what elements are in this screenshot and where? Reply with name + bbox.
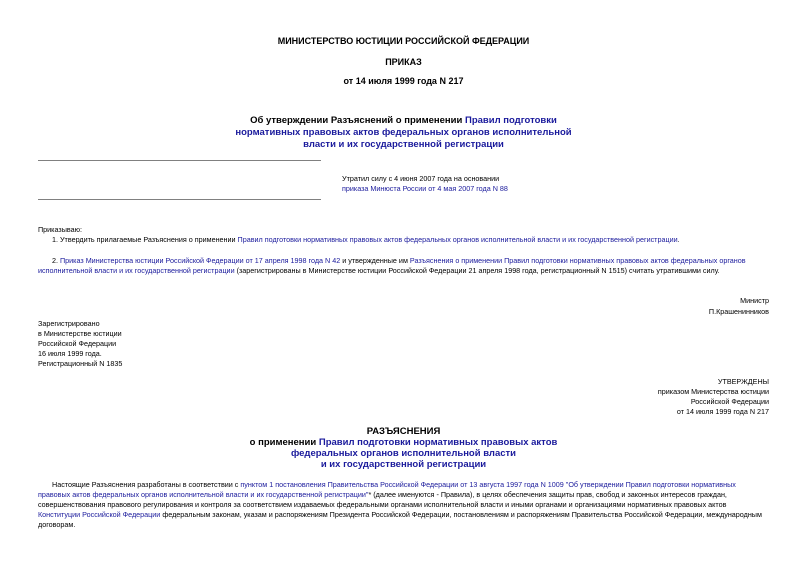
- body-link-government-decree-cont[interactable]: правовых актов федеральных органов исполнительной власти и их государственной регистрации": [38, 490, 369, 499]
- body-line-5: договорам.: [38, 520, 76, 529]
- order-item-1-link[interactable]: Правил подготовки нормативных правовых актов федеральных органов исполнительной власти и их государственной регистрации: [237, 235, 678, 244]
- explanations-rules-link-3[interactable]: и их государственной регистрации: [320, 459, 487, 470]
- explanations-rules-link-1[interactable]: Правил подготовки нормативных правовых актов: [318, 437, 558, 448]
- registration-line-2: в Министерстве юстиции: [38, 329, 122, 338]
- explanations-subtitle-line3: [0, 459, 807, 471]
- signature-position: Министр: [740, 296, 769, 305]
- registration-line-5: Регистрационный N 1835: [38, 359, 123, 368]
- body-line-1: [52, 480, 772, 490]
- body-line-1-text: Настоящие Разъяснения разработаны в соответствии с: [52, 480, 241, 489]
- order-item-2-link-order[interactable]: Приказ Министерства юстиции Российской Федерации от 17 апреля 1998 года N 42: [60, 256, 341, 265]
- ministry-heading: МИНИСТЕРСТВО ЮСТИЦИИ РОССИЙСКОЙ ФЕДЕРАЦИИ: [277, 36, 530, 46]
- explanations-title: РАЗЪЯСНЕНИЯ: [366, 426, 441, 437]
- body-line-4-text: федеральным законам, указам и распоряжениям Президента Российской Федерации, постановлениям и распоряжениям Правительства Российской Федерации, международным: [160, 510, 762, 519]
- body-link-constitution[interactable]: Конституции Российской Федерации: [38, 510, 161, 519]
- doc-title-line2: [0, 127, 807, 139]
- order-intro: Приказываю:: [38, 225, 82, 234]
- registration-line-1: Зарегистрировано: [38, 319, 100, 328]
- doc-title-line3: [0, 139, 807, 151]
- doc-title-prefix: Об утверждении Разъяснений о применении: [250, 115, 465, 126]
- doc-date-number: от 14 июля 1999 года N 217: [343, 76, 464, 86]
- approved-line-4: от 14 июля 1999 года N 217: [676, 407, 769, 416]
- body-line-4: [38, 510, 769, 520]
- order-item-2-suffix: (зарегистрированы в Министерстве юстиции Российской Федерации 21 апреля 1998 года, регистрационный N 1515) считать утратившими силу.: [234, 266, 720, 275]
- explanations-rules-link-2[interactable]: федеральных органов исполнительной власти: [290, 448, 517, 459]
- order-item-2-line1: [52, 256, 772, 266]
- title-link-rules-line1[interactable]: Правил подготовки: [464, 115, 557, 126]
- divider-top: [38, 160, 321, 161]
- signature-name: П.Крашенинников: [708, 307, 769, 316]
- order-item-2-prefix: 2.: [52, 256, 60, 265]
- order-item-2-link-explanations-cont[interactable]: исполнительной власти и их государственной регистрации: [38, 266, 235, 275]
- body-line-3: совершенствования правового регулирования и контроля за соответствием издаваемых федеральными органами исполнительной власти и иными органами и организациями нормативных правовых актов: [38, 500, 727, 509]
- repeal-note-line1: Утратил силу с 4 июня 2007 года на основании: [342, 174, 500, 183]
- approved-line-1: УТВЕРЖДЕНЫ: [717, 377, 769, 386]
- body-line-2-text: * (далее именуются - Правила), в целях обеспечения защиты прав, свобод и законных интересов граждан,: [368, 490, 727, 499]
- order-item-1: [52, 235, 772, 245]
- divider-bottom: [38, 199, 321, 200]
- approved-line-3: Российской Федерации: [690, 397, 769, 406]
- explanations-subtitle-prefix: о применении: [249, 437, 319, 448]
- title-link-rules-line2[interactable]: нормативных правовых актов федеральных органов исполнительной: [235, 127, 572, 138]
- repeal-order-link[interactable]: приказа Минюста России от 4 мая 2007 года N 88: [342, 184, 508, 193]
- order-item-1-suffix: .: [677, 235, 680, 244]
- body-line-2: [38, 490, 769, 500]
- repeal-note-line2: [342, 184, 508, 194]
- doc-title: [0, 115, 807, 127]
- order-item-2-link-explanations[interactable]: Разъяснения о применении Правил подготовки нормативных правовых актов федеральных органов: [409, 256, 746, 265]
- doc-type-heading: ПРИКАЗ: [385, 57, 422, 67]
- registration-line-3: Российской Федерации: [38, 339, 117, 348]
- body-link-government-decree[interactable]: пунктом 1 постановления Правительства Российской Федерации от 13 августа 1997 года N 1009 "Об утверждении Правил подготовки нормативных: [240, 480, 736, 489]
- registration-line-4: 16 июля 1999 года.: [38, 349, 102, 358]
- approved-line-2: приказом Министерства юстиции: [657, 387, 769, 396]
- order-item-1-prefix: 1. Утвердить прилагаемые Разъяснения о применении: [52, 235, 238, 244]
- order-item-2-mid: и утвержденные им: [340, 256, 410, 265]
- title-link-rules-line3[interactable]: власти и их государственной регистрации: [303, 139, 504, 150]
- order-item-2-line2: [38, 266, 769, 276]
